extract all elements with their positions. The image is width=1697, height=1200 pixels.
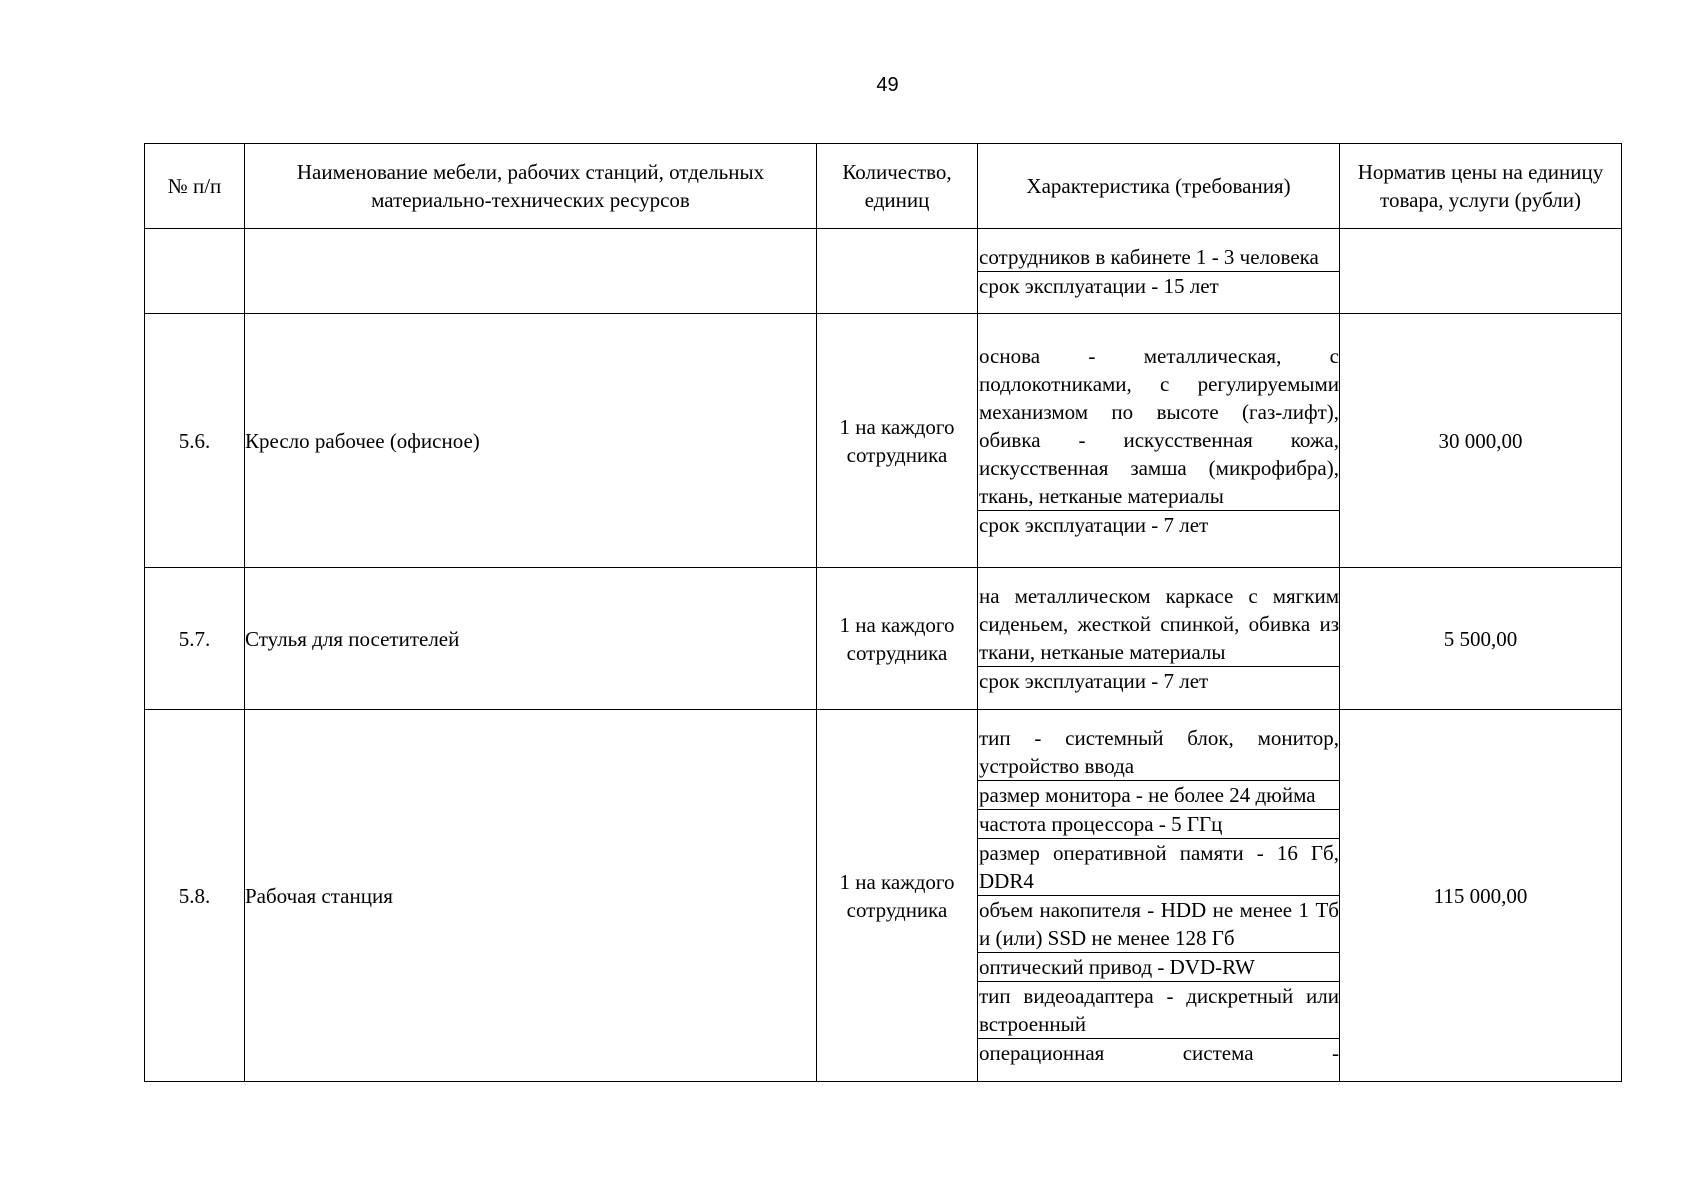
header-qty: Количество, единиц bbox=[817, 144, 978, 229]
row-num bbox=[145, 229, 245, 314]
row-num: 5.8. bbox=[145, 710, 245, 1082]
row-qty: 1 на каждого сотрудника bbox=[817, 710, 978, 1082]
row-price: 30 000,00 bbox=[1340, 314, 1622, 568]
row-name: Кресло рабочее (офисное) bbox=[245, 314, 817, 568]
row-name: Стулья для посетителей bbox=[245, 568, 817, 710]
spec-item: размер оперативной памяти - 16 Гб, DDR4 bbox=[978, 839, 1339, 896]
page-number: 49 bbox=[876, 74, 899, 96]
spec-item: сотрудников в кабинете 1 - 3 человека bbox=[978, 243, 1339, 272]
spec-item: размер монитора - не более 24 дюйма bbox=[978, 781, 1339, 810]
header-price: Норматив цены на единицу товара, услуги (рубли) bbox=[1340, 144, 1622, 229]
spec-item: частота процессора - 5 ГГц bbox=[978, 810, 1339, 839]
row-qty bbox=[817, 229, 978, 314]
row-price bbox=[1340, 229, 1622, 314]
spec-item: тип - системный блок, монитор, устройство ввода bbox=[978, 724, 1339, 781]
table-row bbox=[145, 568, 1622, 710]
spec-item: тип видеоадаптера - дискретный или встроенный bbox=[978, 982, 1339, 1039]
row-price: 115 000,00 bbox=[1340, 710, 1622, 1082]
norms-table bbox=[144, 143, 1622, 1082]
spec-item: оптический привод - DVD-RW bbox=[978, 953, 1339, 982]
row-num: 5.6. bbox=[145, 314, 245, 568]
row-num: 5.7. bbox=[145, 568, 245, 710]
spec-item: основа - металлическая, с подлокотниками, с регулируемыми механизмом по высоте (газ-лифт), обивка - искусственная кожа, искусственная замша (микрофибра), ткань, нетканые материалы bbox=[978, 342, 1339, 511]
row-specs bbox=[978, 710, 1340, 1082]
row-name: Рабочая станция bbox=[245, 710, 817, 1082]
row-specs bbox=[978, 314, 1340, 568]
header-num: № п/п bbox=[145, 144, 245, 229]
spec-item: объем накопителя - HDD не менее 1 Тб и (или) SSD не менее 128 Гб bbox=[978, 896, 1339, 953]
table-row bbox=[145, 710, 1622, 1082]
header-specs: Характеристика (требования) bbox=[978, 144, 1340, 229]
row-specs bbox=[978, 229, 1340, 314]
row-name bbox=[245, 229, 817, 314]
row-price: 5 500,00 bbox=[1340, 568, 1622, 710]
row-qty: 1 на каждого сотрудника bbox=[817, 568, 978, 710]
table-row bbox=[145, 314, 1622, 568]
header-name: Наименование мебели, рабочих станций, отдельных материально-технических ресурсов bbox=[245, 144, 817, 229]
spec-item: операционная система - bbox=[979, 1041, 1339, 1065]
row-specs bbox=[978, 568, 1340, 710]
spec-item: срок эксплуатации - 7 лет bbox=[979, 513, 1209, 537]
table-header-row bbox=[145, 144, 1622, 229]
spec-item: срок эксплуатации - 7 лет bbox=[979, 669, 1209, 693]
spec-item: на металлическом каркасе с мягким сиденьем, жесткой спинкой, обивка из ткани, нетканые материалы bbox=[978, 582, 1339, 667]
row-qty: 1 на каждого сотрудника bbox=[817, 314, 978, 568]
spec-item: срок эксплуатации - 15 лет bbox=[979, 273, 1219, 298]
table-row bbox=[145, 229, 1622, 314]
